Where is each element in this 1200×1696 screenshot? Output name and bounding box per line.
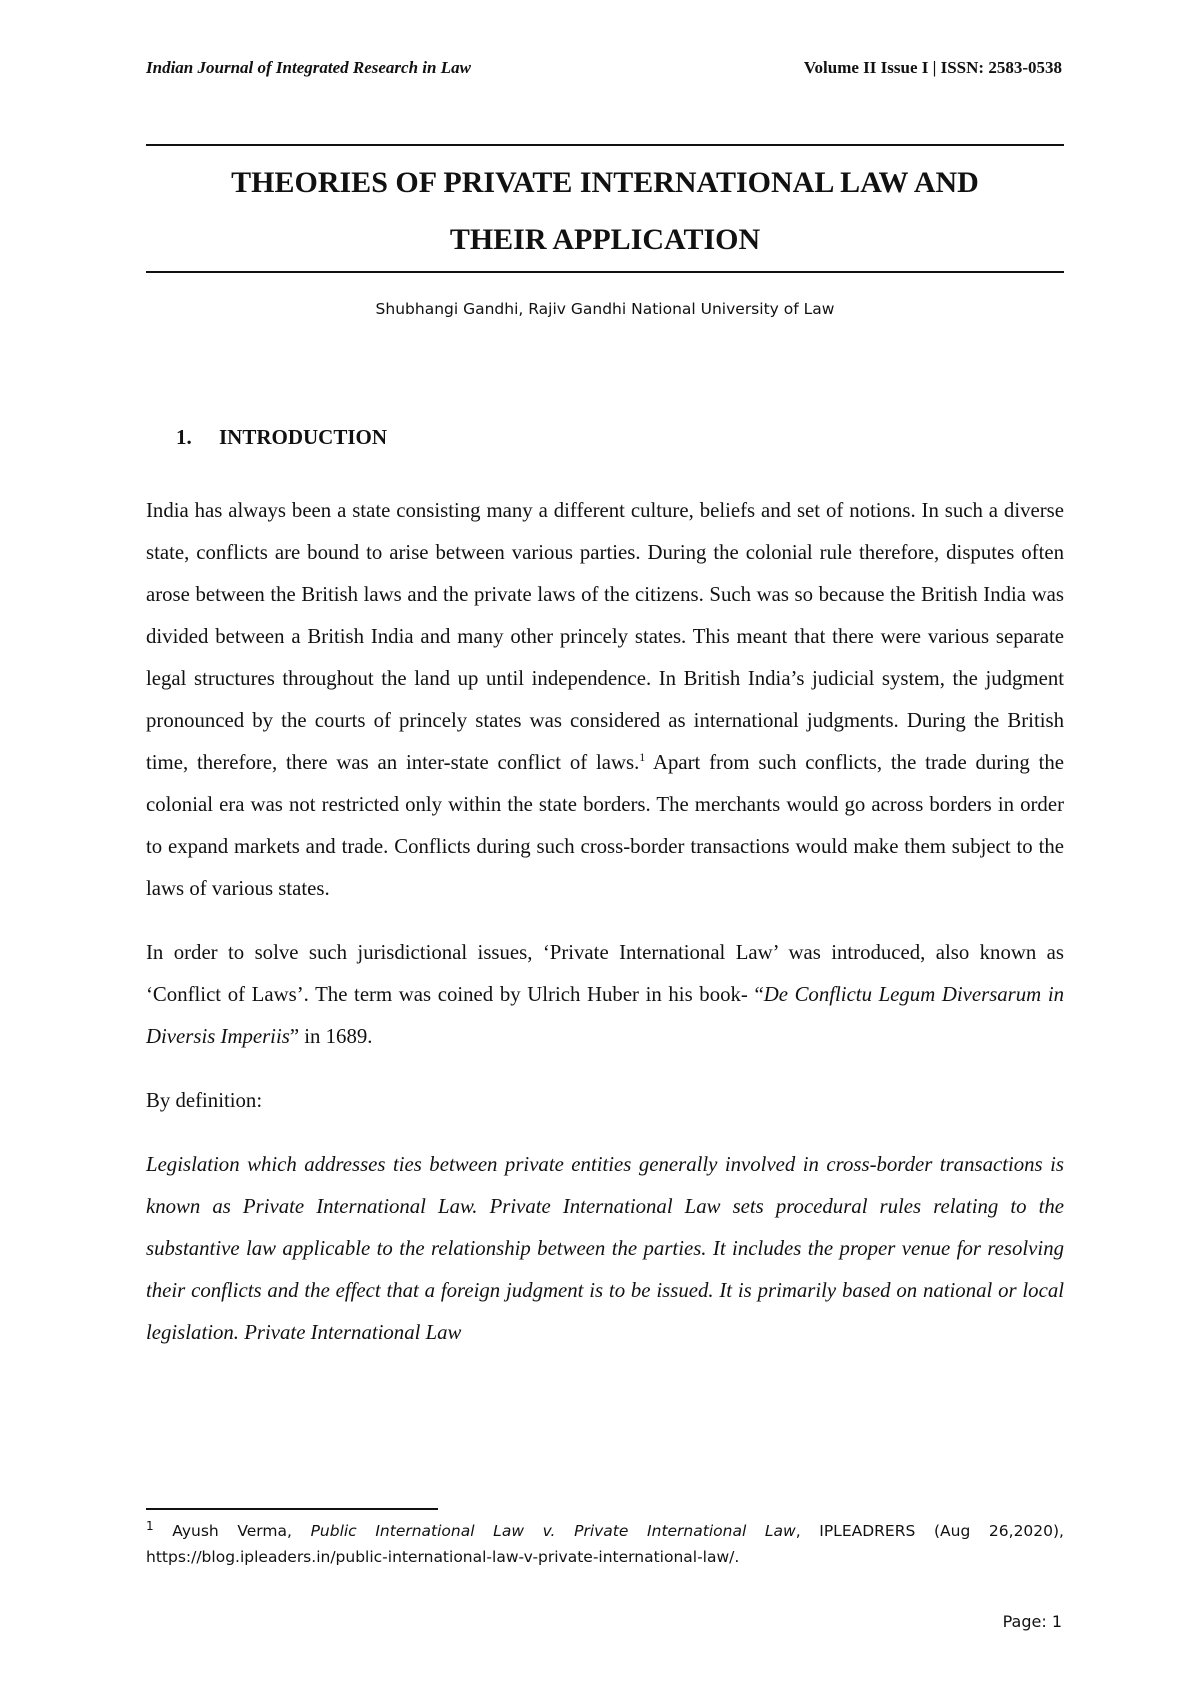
footnote-marker: 1 [146,1518,154,1533]
paragraph-1-text-a: India has always been a state consisting many a different culture, beliefs and set of notions. In such a diverse state, conflicts are bound to arise between various parties. During the colonial rule therefore, disputes often arose between the British laws and the private laws of the citizens. Such was so because the British India was divided between a British India and many other princely states. This meant that there were various separate legal structures throughout the land up until independence. In British India’s judicial system, the judgment pronounced by the courts of princely states was considered as international judgments. During the British time, therefore, there was an inter-state conflict of laws. [146,499,1064,774]
section-title: INTRODUCTION [219,425,388,449]
paragraph-3: By definition: [146,1089,263,1112]
book-title: De Conflictu Legum Diversarum in Diversis Imperiis [146,983,1064,1048]
paper-title [146,154,1064,268]
footnote-work-title: Public International Law v. Private International Law [310,1522,796,1540]
section-heading [176,425,387,450]
journal-name: Indian Journal of Integrated Research in Law [146,58,471,77]
paragraph-1-text-b: Apart from such conflicts, the trade during the colonial era was not restricted only within the state borders. The merchants would go across borders in order to expand markets and trade. Conflicts during such cross-border transactions would make them subject to the laws of various states. [146,751,1064,900]
footnote-1 [146,1518,1064,1570]
body-text [146,490,1064,1376]
author-affiliation: Shubhangi Gandhi, Rajiv Gandhi National University of Law [375,300,835,318]
page-number: Page: 1 [1002,1612,1062,1631]
paragraph-2 [146,932,1064,1058]
paragraph-2-text-b: ” in 1689. [289,1025,373,1048]
footnote-ref-1[interactable]: 1 [639,750,646,765]
paragraph-2-text-a: In order to solve such jurisdictional issues, ‘Private International Law’ was introduced, also known as ‘Conflict of Laws’. The term was coined by Ulrich Huber in his book- “ [146,941,1064,1006]
footnote-rule [146,1508,438,1510]
paragraph-1 [146,490,1064,910]
footnote-source: , IPLEADRERS (Aug 26,2020), https://blog.ipleaders.in/public-international-law-v-private-international-law/. [146,1522,1064,1566]
section-number: 1. [176,425,192,449]
definition-paragraph: Legislation which addresses ties between private entities generally involved in cross-border transactions is known as Private International Law. Private International Law sets procedural rules relating to the substantive law applicable to the relationship between the parties. It includes the proper venue for resolving their conflicts and the effect that a foreign judgment is to be issued. It is primarily based on national or local legislation. Private International Law [146,1153,1064,1344]
title-line-1: THEORIES OF PRIVATE INTERNATIONAL LAW AND [231,166,979,199]
title-line-2: THEIR APPLICATION [449,223,761,256]
title-bottom-rule [146,271,1064,273]
title-top-rule [146,144,1064,146]
footnote-author: Ayush Verma, [153,1522,311,1540]
volume-issn: Volume II Issue I | ISSN: 2583-0538 [803,58,1062,77]
